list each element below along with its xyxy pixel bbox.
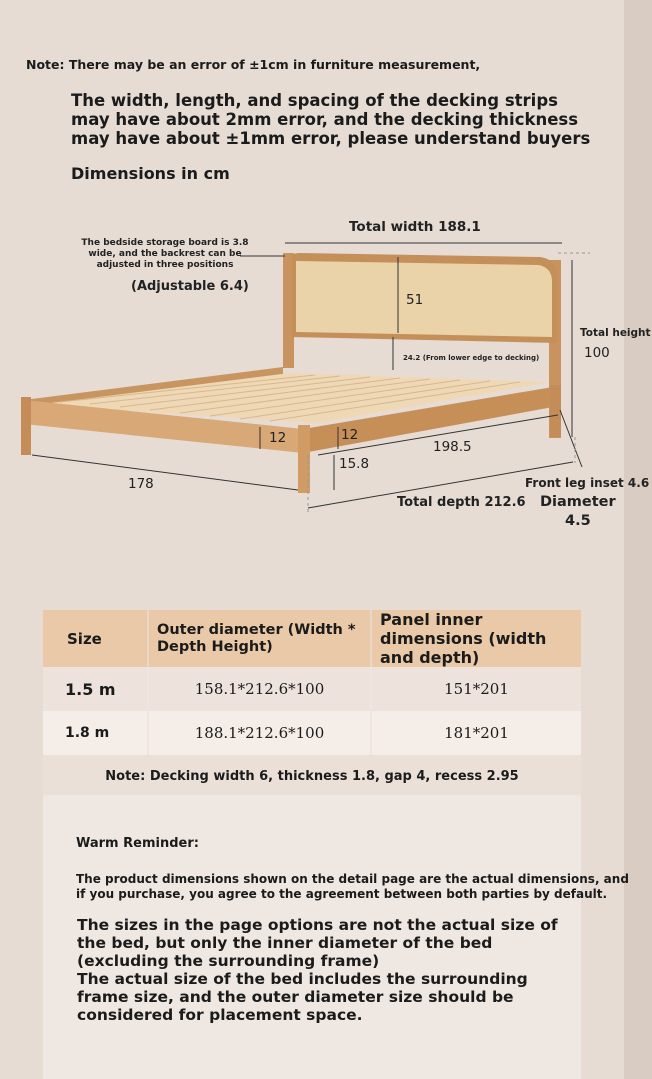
deck-height-note: 24.2 (From lower edge to decking) (403, 354, 540, 362)
measurement-error-note: Note: There may be an error of ±1cm in furniture measurement, (26, 57, 481, 72)
row-inner: 151*201 (371, 667, 581, 711)
total-height-label: Total height (580, 327, 651, 339)
header-size: Size (43, 610, 148, 667)
table-header-row (43, 610, 581, 667)
headboard-height-value: 51 (406, 292, 424, 308)
leg-back-right (550, 385, 561, 437)
diameter-value: 4.5 (565, 513, 591, 529)
bed-dimension-diagram (0, 205, 652, 545)
storage-board-note: The bedside storage board is 3.8 wide, and the backrest can be adjusted in three positions (81, 238, 249, 270)
dimensions-title: Dimensions in cm (71, 164, 230, 183)
inner-width-value: 178 (128, 476, 154, 492)
row-inner: 181*201 (371, 711, 581, 755)
leg-front-left (21, 397, 31, 455)
leg-front-right (298, 425, 310, 493)
front-leg-pointer (560, 410, 582, 467)
rattan-panel (296, 261, 552, 337)
table-note-row (43, 755, 581, 797)
row-size: 1.8 m (43, 711, 148, 755)
reminder-title: Warm Reminder: (76, 836, 199, 851)
adjustable-label: (Adjustable 6.4) (131, 279, 249, 294)
reminder-paragraph-1: The product dimensions shown on the detail page are the actual dimensions, and if you purchase, you agree to the agreement between both parties by default. (76, 872, 629, 901)
total-depth-label: Total depth 212.6 (397, 495, 526, 510)
leg-height-value: 15.8 (339, 456, 370, 472)
row-outer: 188.1*212.6*100 (148, 711, 371, 755)
row-size: 1.5 m (43, 667, 148, 711)
decking-spec-note: Note: Decking width 6, thickness 1.8, gap 4, recess 2.95 (43, 755, 581, 797)
table-row (43, 711, 581, 755)
slat-gap-right-value: 12 (341, 427, 359, 443)
slat-gap-left-value: 12 (269, 430, 287, 446)
size-spec-table (43, 610, 581, 797)
diameter-label: Diameter (540, 494, 616, 510)
front-leg-inset-label: Front leg inset 4.6 (525, 476, 650, 490)
header-outer-diameter: Outer diameter (Width * Depth Height) (148, 610, 371, 667)
decking-error-note: The width, length, and spacing of the decking strips may have about 2mm error, and the decking thickness may have about ±1mm error, please understand buyers (71, 91, 591, 148)
total-height-value: 100 (584, 345, 610, 361)
row-outer: 158.1*212.6*100 (148, 667, 371, 711)
table-row (43, 667, 581, 711)
reminder-paragraph-2: The sizes in the page options are not the actual size of the bed, but only the inner diameter of the bed (excluding the surrounding frame) The actual size of the bed includes the surrounding frame size, and the outer diameter size should be considered for placement space. (77, 916, 558, 1024)
inner-depth-value: 198.5 (433, 439, 472, 455)
total-width-label: Total width 188.1 (349, 219, 481, 235)
inner-width-line (32, 455, 298, 490)
header-panel-inner: Panel inner dimensions (width and depth) (371, 610, 581, 667)
